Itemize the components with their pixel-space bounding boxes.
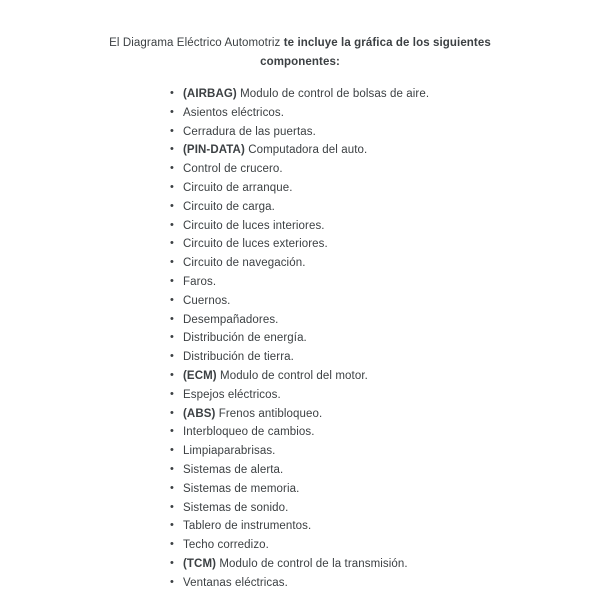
list-item (170, 574, 600, 593)
bullet-icon: • (170, 87, 174, 99)
bullet-icon: • (170, 199, 174, 212)
bullet-icon: • (170, 500, 174, 513)
bullet-icon: • (170, 387, 174, 400)
page-title (70, 34, 530, 71)
list-item (170, 160, 600, 179)
bullet-icon: • (170, 274, 174, 287)
component-label: Limpiaparabrisas. (183, 445, 276, 458)
bullet-icon: • (170, 218, 174, 231)
list-item (170, 386, 600, 405)
list-item (170, 442, 600, 461)
list-item (170, 480, 600, 499)
list-item (170, 348, 600, 367)
bullet-icon: • (170, 124, 174, 137)
title-regular-text: El Diagrama Eléctrico Automotriz (109, 37, 281, 49)
component-label: Modulo de control del motor. (220, 369, 368, 382)
list-item (170, 179, 600, 198)
component-label: Ventanas eléctricas. (183, 576, 288, 589)
bullet-icon: • (170, 538, 174, 551)
bullet-icon: • (170, 312, 174, 325)
bullet-icon: • (170, 162, 174, 175)
title-bold-text: te incluye la gráfica de los siguientes componentes: (260, 37, 491, 68)
bullet-icon: • (170, 481, 174, 494)
list-item (170, 517, 600, 536)
component-label: Asientos eléctricos. (183, 106, 285, 119)
component-label: Circuito de luces interiores. (183, 219, 325, 232)
bullet-icon: • (170, 143, 174, 156)
bullet-icon: • (170, 293, 174, 306)
component-code: (ECM) (183, 369, 217, 382)
component-label: Cerradura de las puertas. (183, 125, 316, 138)
bullet-icon: • (170, 444, 174, 457)
component-code: (ABS) (183, 407, 216, 420)
bullet-icon: • (170, 237, 174, 250)
list-item (170, 405, 600, 424)
bullet-icon: • (170, 350, 174, 363)
component-label: Frenos antibloqueo. (218, 407, 323, 420)
bullet-icon: • (170, 180, 174, 193)
component-label: Tablero de instrumentos. (183, 520, 312, 533)
list-item (170, 423, 600, 442)
bullet-icon: • (170, 575, 174, 588)
component-label: Cuernos. (183, 294, 231, 307)
component-label: Distribución de energía. (183, 332, 307, 345)
bullet-icon: • (170, 406, 174, 419)
component-label: Sistemas de sonido. (183, 501, 289, 514)
component-label: Techo corredizo. (183, 539, 269, 552)
component-label: Circuito de luces exteriores. (183, 238, 328, 251)
component-label: Modulo de control de bolsas de aire. (240, 88, 430, 100)
bullet-icon: • (170, 425, 174, 438)
component-label: Sistemas de alerta. (183, 463, 284, 476)
list-item (170, 235, 600, 254)
component-label: Circuito de carga. (183, 200, 275, 213)
list-item (170, 104, 600, 123)
list-item (170, 254, 600, 273)
bullet-icon: • (170, 462, 174, 475)
list-item (170, 85, 600, 104)
component-label: Control de crucero. (183, 163, 283, 176)
component-label: Distribución de tierra. (183, 351, 294, 364)
components-list (0, 85, 600, 593)
list-item (170, 536, 600, 555)
list-item (170, 311, 600, 330)
list-item (170, 141, 600, 160)
component-label: Espejos eléctricos. (183, 388, 281, 401)
list-item (170, 555, 600, 574)
bullet-icon: • (170, 331, 174, 344)
component-code: (PIN-DATA) (183, 144, 245, 157)
list-item (170, 329, 600, 348)
component-code: (TCM) (183, 557, 217, 570)
bullet-icon: • (170, 519, 174, 532)
component-label: Sistemas de memoria. (183, 482, 300, 495)
bullet-icon: • (170, 368, 174, 381)
list-item (170, 273, 600, 292)
list-item (170, 367, 600, 386)
list-item (170, 123, 600, 142)
list-item (170, 217, 600, 236)
component-label: Faros. (183, 275, 217, 288)
component-label: Computadora del auto. (248, 144, 368, 157)
list-item (170, 499, 600, 518)
bullet-icon: • (170, 556, 174, 569)
bullet-icon: • (170, 105, 174, 118)
component-label: Desempañadores. (183, 313, 279, 326)
list-item (170, 292, 600, 311)
component-label: Circuito de arranque. (183, 181, 293, 194)
bullet-icon: • (170, 256, 174, 269)
component-label: Circuito de navegación. (183, 257, 306, 270)
component-code: (AIRBAG) (183, 88, 237, 100)
component-label: Modulo de control de la transmisión. (219, 557, 408, 570)
list-item (170, 198, 600, 217)
list-item (170, 461, 600, 480)
component-label: Interbloqueo de cambios. (183, 426, 315, 439)
